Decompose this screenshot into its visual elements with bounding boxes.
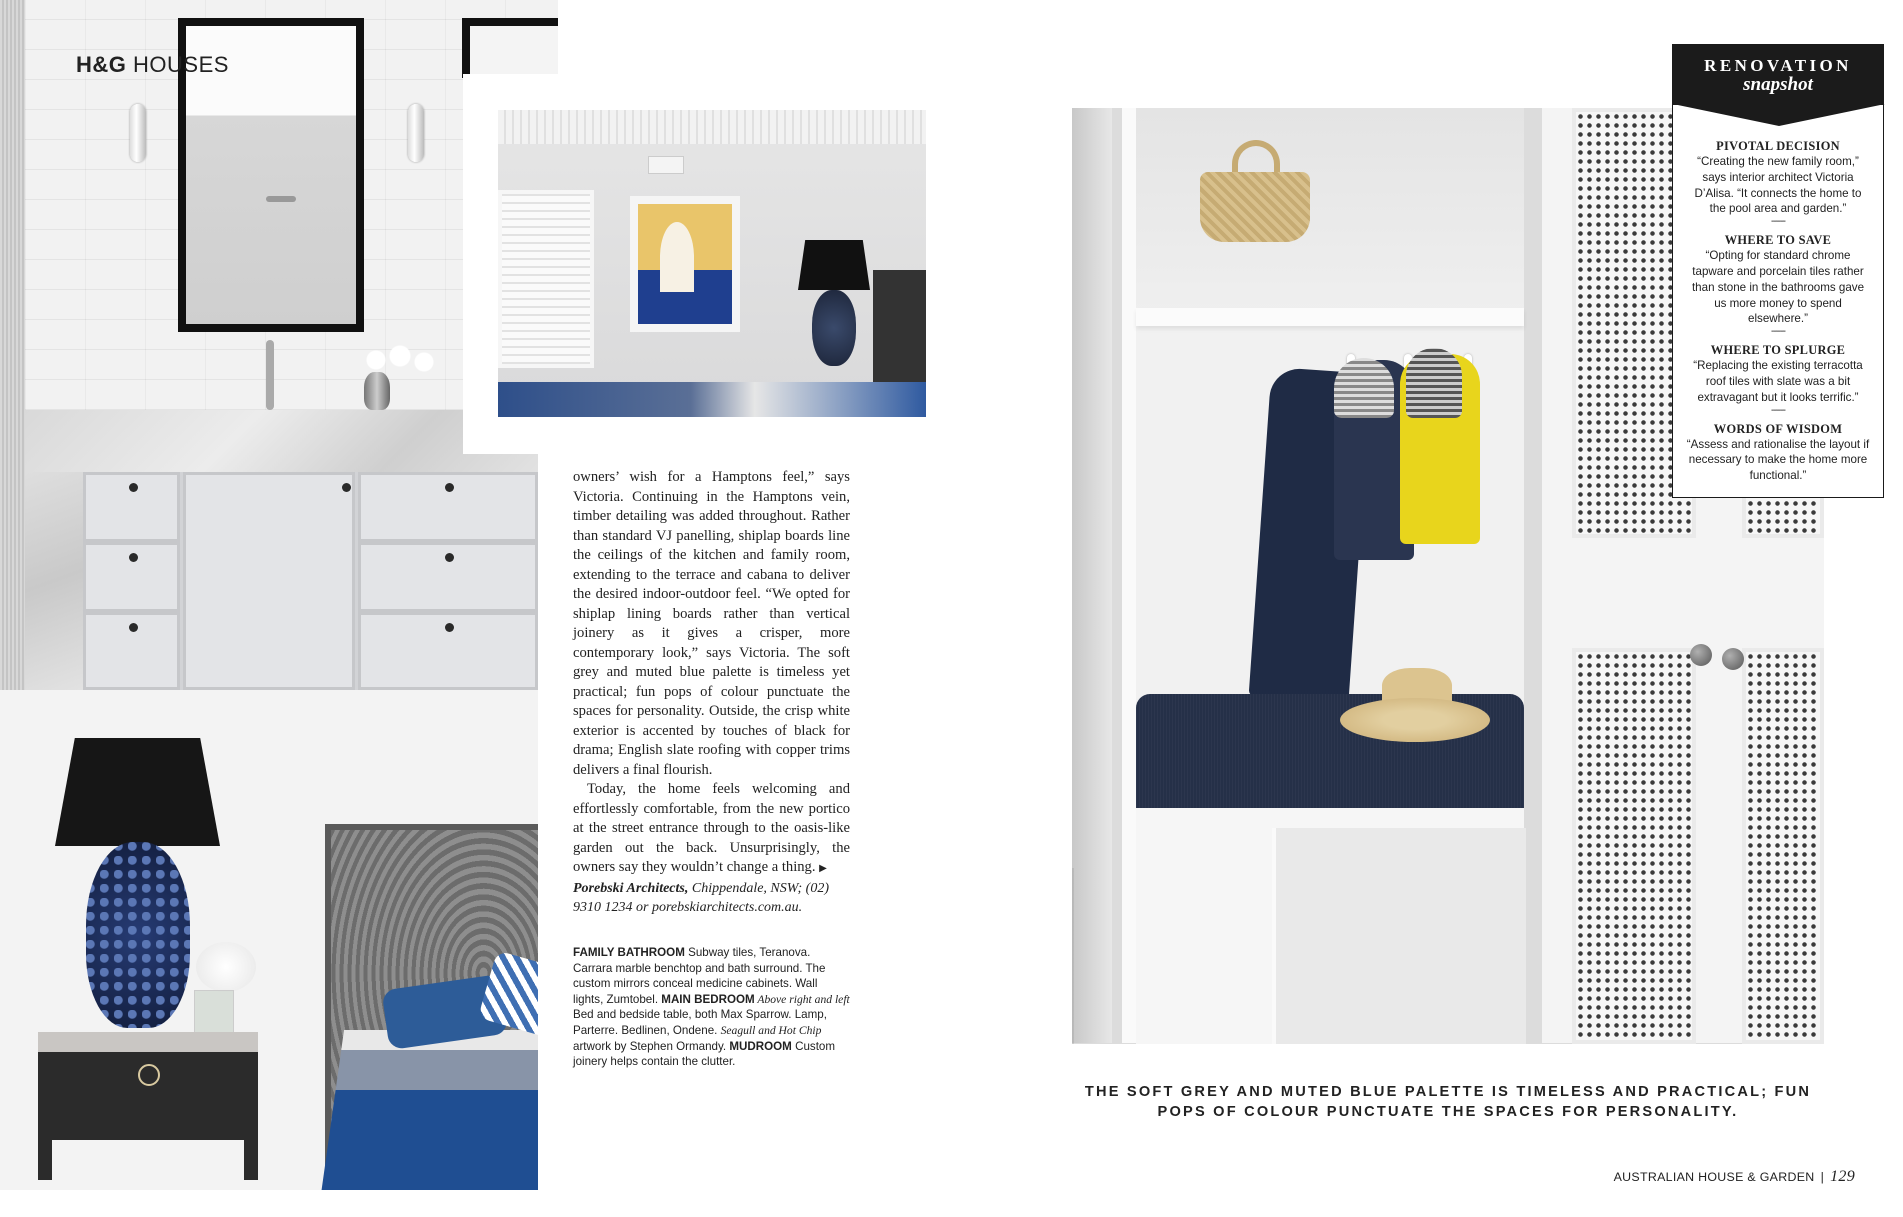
caption-label-bathroom: FAMILY BATHROOM <box>573 946 685 959</box>
snapshot-item-title: WHERE TO SPLURGE <box>1710 343 1846 358</box>
snapshot-divider: ------ <box>1771 404 1785 416</box>
artwork-shape <box>660 222 694 292</box>
lamp-shade <box>798 240 870 290</box>
snapshot-items <box>1673 105 1883 484</box>
shoe-shelf <box>1272 828 1526 1044</box>
article-body <box>573 468 850 917</box>
vanity-drawer <box>83 612 180 690</box>
blue-ceramic-lamp-base <box>86 842 190 1028</box>
bedside-table-legs <box>38 1140 258 1180</box>
snapshot-item-body: “Assess and rationalise the layout if necessary to make the home more functional.” <box>1686 437 1870 483</box>
snapshot-item-body: “Opting for standard chrome tapware and porcelain tiles rather than stone in the bathrooms gave us more money to spend elsewhere.” <box>1691 249 1865 326</box>
bathroom-mirror-second <box>462 18 558 78</box>
vanity-drawer <box>358 612 538 690</box>
section-label-brand: H&G <box>76 52 127 77</box>
snapshot-subtitle: snapshot <box>1743 74 1813 95</box>
drawer-knob <box>129 553 138 562</box>
woven-basket <box>1200 172 1310 242</box>
straw-hat <box>1340 698 1490 742</box>
snapshot-item-body: “Replacing the existing terracotta roof tiles with slate was a bit extravagant but it looks terrific.” <box>1693 359 1863 404</box>
architect-credit <box>573 879 850 917</box>
vanity-drawer <box>83 542 180 612</box>
bedside-table-top <box>38 1032 258 1052</box>
reeded-glass-screen <box>0 0 25 690</box>
architect-name: Porebski Architects, <box>573 880 689 896</box>
caption-bedroom-position: Above right and left <box>754 992 850 1006</box>
bedroom-photo-small <box>498 110 926 417</box>
caption-mudroom: Custom joinery helps contain the clutter. <box>573 1039 836 1069</box>
cane-panel <box>1742 648 1824 1044</box>
upper-cubby <box>1136 108 1524 313</box>
end-mark-icon: ▶ <box>819 863 827 874</box>
drawer-knob <box>445 483 454 492</box>
caption-bathroom: Subway tiles, Teranova. Carrara marble benchtop and bath surround. The custom mirrors conceal medicine cabinets. Wall lights, Zumtobel. <box>573 946 826 1006</box>
snapshot-item-title: PIVOTAL DECISION <box>1716 139 1840 153</box>
pull-quote: THE SOFT GREY AND MUTED BLUE PALETTE IS TIMELESS AND PRACTICAL; FUN POPS OF COLOUR PUNCTUATE THE SPACES FOR PERSONALITY. <box>1084 1084 1812 1120</box>
wall-light-left <box>130 104 146 162</box>
drawer-knob <box>129 623 138 632</box>
drawer-knob <box>445 623 454 632</box>
drawer-knob <box>129 483 138 492</box>
black-lamp-shade <box>55 738 220 846</box>
architect-contact: Chippendale, NSW; (02) 9310 1234 or porebskiarchitects.com.au. <box>573 880 829 915</box>
snapshot-title: RENOVATION <box>1704 56 1852 75</box>
caption-label-mudroom: MUDROOM <box>729 1039 792 1053</box>
section-label <box>76 52 229 78</box>
blue-bed-throw <box>316 1030 538 1190</box>
marble-bath-surround <box>25 472 83 690</box>
page-folio <box>1614 1168 1855 1186</box>
glass-vase <box>194 990 234 1036</box>
vanity-drawer <box>358 472 538 542</box>
caption-artwork-title: Seagull and Hot Chip <box>720 1023 822 1037</box>
snapshot-item-title: WORDS OF WISDOM <box>1713 421 1843 436</box>
snapshot-divider: ------ <box>1771 326 1785 338</box>
silver-vase <box>364 372 390 410</box>
section-label-name: HOUSES <box>133 52 229 77</box>
joinery-shelf <box>1136 308 1524 326</box>
bed-linen <box>498 382 926 417</box>
snapshot-item-body: “Creating the new family room,” says interior architect Victoria D’Alisa. “It connects the home to the pool area and garden.” <box>1694 155 1862 216</box>
bedroom-photo-large <box>0 690 538 1190</box>
striped-hood-second <box>1406 348 1462 418</box>
renovation-snapshot-box <box>1672 44 1884 498</box>
body-paragraph: owners’ wish for a Hamptons feel,” says Victoria. Continuing in the Hamptons vein, timber detailing was added throughout. Rather than standard VJ panelling, shiplap boards line the ceilings of the kitchen and family room, extending to the terrace and cabana to deliver the desired indoor-outdoor feel. “We opted for shiplap lining boards rather than vertical joinery as it gives a crisper, more contemporary look,” says Victoria. The soft grey and muted blue palette is timeless yet practical; fun pops of colour punctuate the spaces for personality. Outside, the crisp white exterior is accented by touches of black for drama; English slate roofing with copper trims delivers a final flourish. <box>573 469 850 778</box>
cupboard-knob <box>1690 644 1712 666</box>
caption-bedroom: Bed and bedside table, both Max Sparrow. Lamp, Parterre. Bedlinen, Ondene. <box>573 1008 827 1037</box>
chrome-tap <box>266 340 274 410</box>
photo-captions <box>573 945 850 1070</box>
snapshot-divider: ------ <box>1771 216 1785 228</box>
shower-head-reflection <box>266 196 296 202</box>
snapshot-item-title: WHERE TO SAVE <box>1724 233 1832 248</box>
lamp-base <box>812 290 856 366</box>
drawer-knob <box>445 553 454 562</box>
caption-label-bedroom: MAIN BEDROOM <box>661 992 755 1006</box>
vanity-drawer <box>83 472 180 542</box>
snapshot-header <box>1673 45 1883 105</box>
folio-separator: | <box>1820 1170 1825 1184</box>
white-hydrangea <box>196 942 256 992</box>
cupboard-knob <box>1722 648 1744 670</box>
door-knob <box>342 483 351 492</box>
caption-artwork: artwork by Stephen Ormandy. <box>573 1039 730 1053</box>
framed-artwork <box>630 196 740 332</box>
vanity-door <box>183 472 355 690</box>
striped-hood <box>1334 358 1394 418</box>
vanity-cabinet <box>83 472 538 690</box>
wall-light-right <box>408 104 424 162</box>
body-paragraph-text: Today, the home feels welcoming and effortlessly comfortable, from the new portico at the street entrance through to the oasis-like garden out the back. Unsurprisingly, the owners say they wouldn’t change a thing. <box>573 781 850 875</box>
page-number: 129 <box>1830 1168 1855 1185</box>
drawer-ring-pull <box>138 1064 160 1086</box>
shuttered-window <box>498 190 594 368</box>
body-paragraph-closing <box>573 780 850 879</box>
publication-name: AUSTRALIAN HOUSE & GARDEN <box>1613 1170 1815 1184</box>
vanity-drawer <box>358 542 538 612</box>
ceiling-cornice <box>498 110 926 144</box>
cane-panel <box>1572 648 1696 1044</box>
wall-plate <box>648 156 684 174</box>
